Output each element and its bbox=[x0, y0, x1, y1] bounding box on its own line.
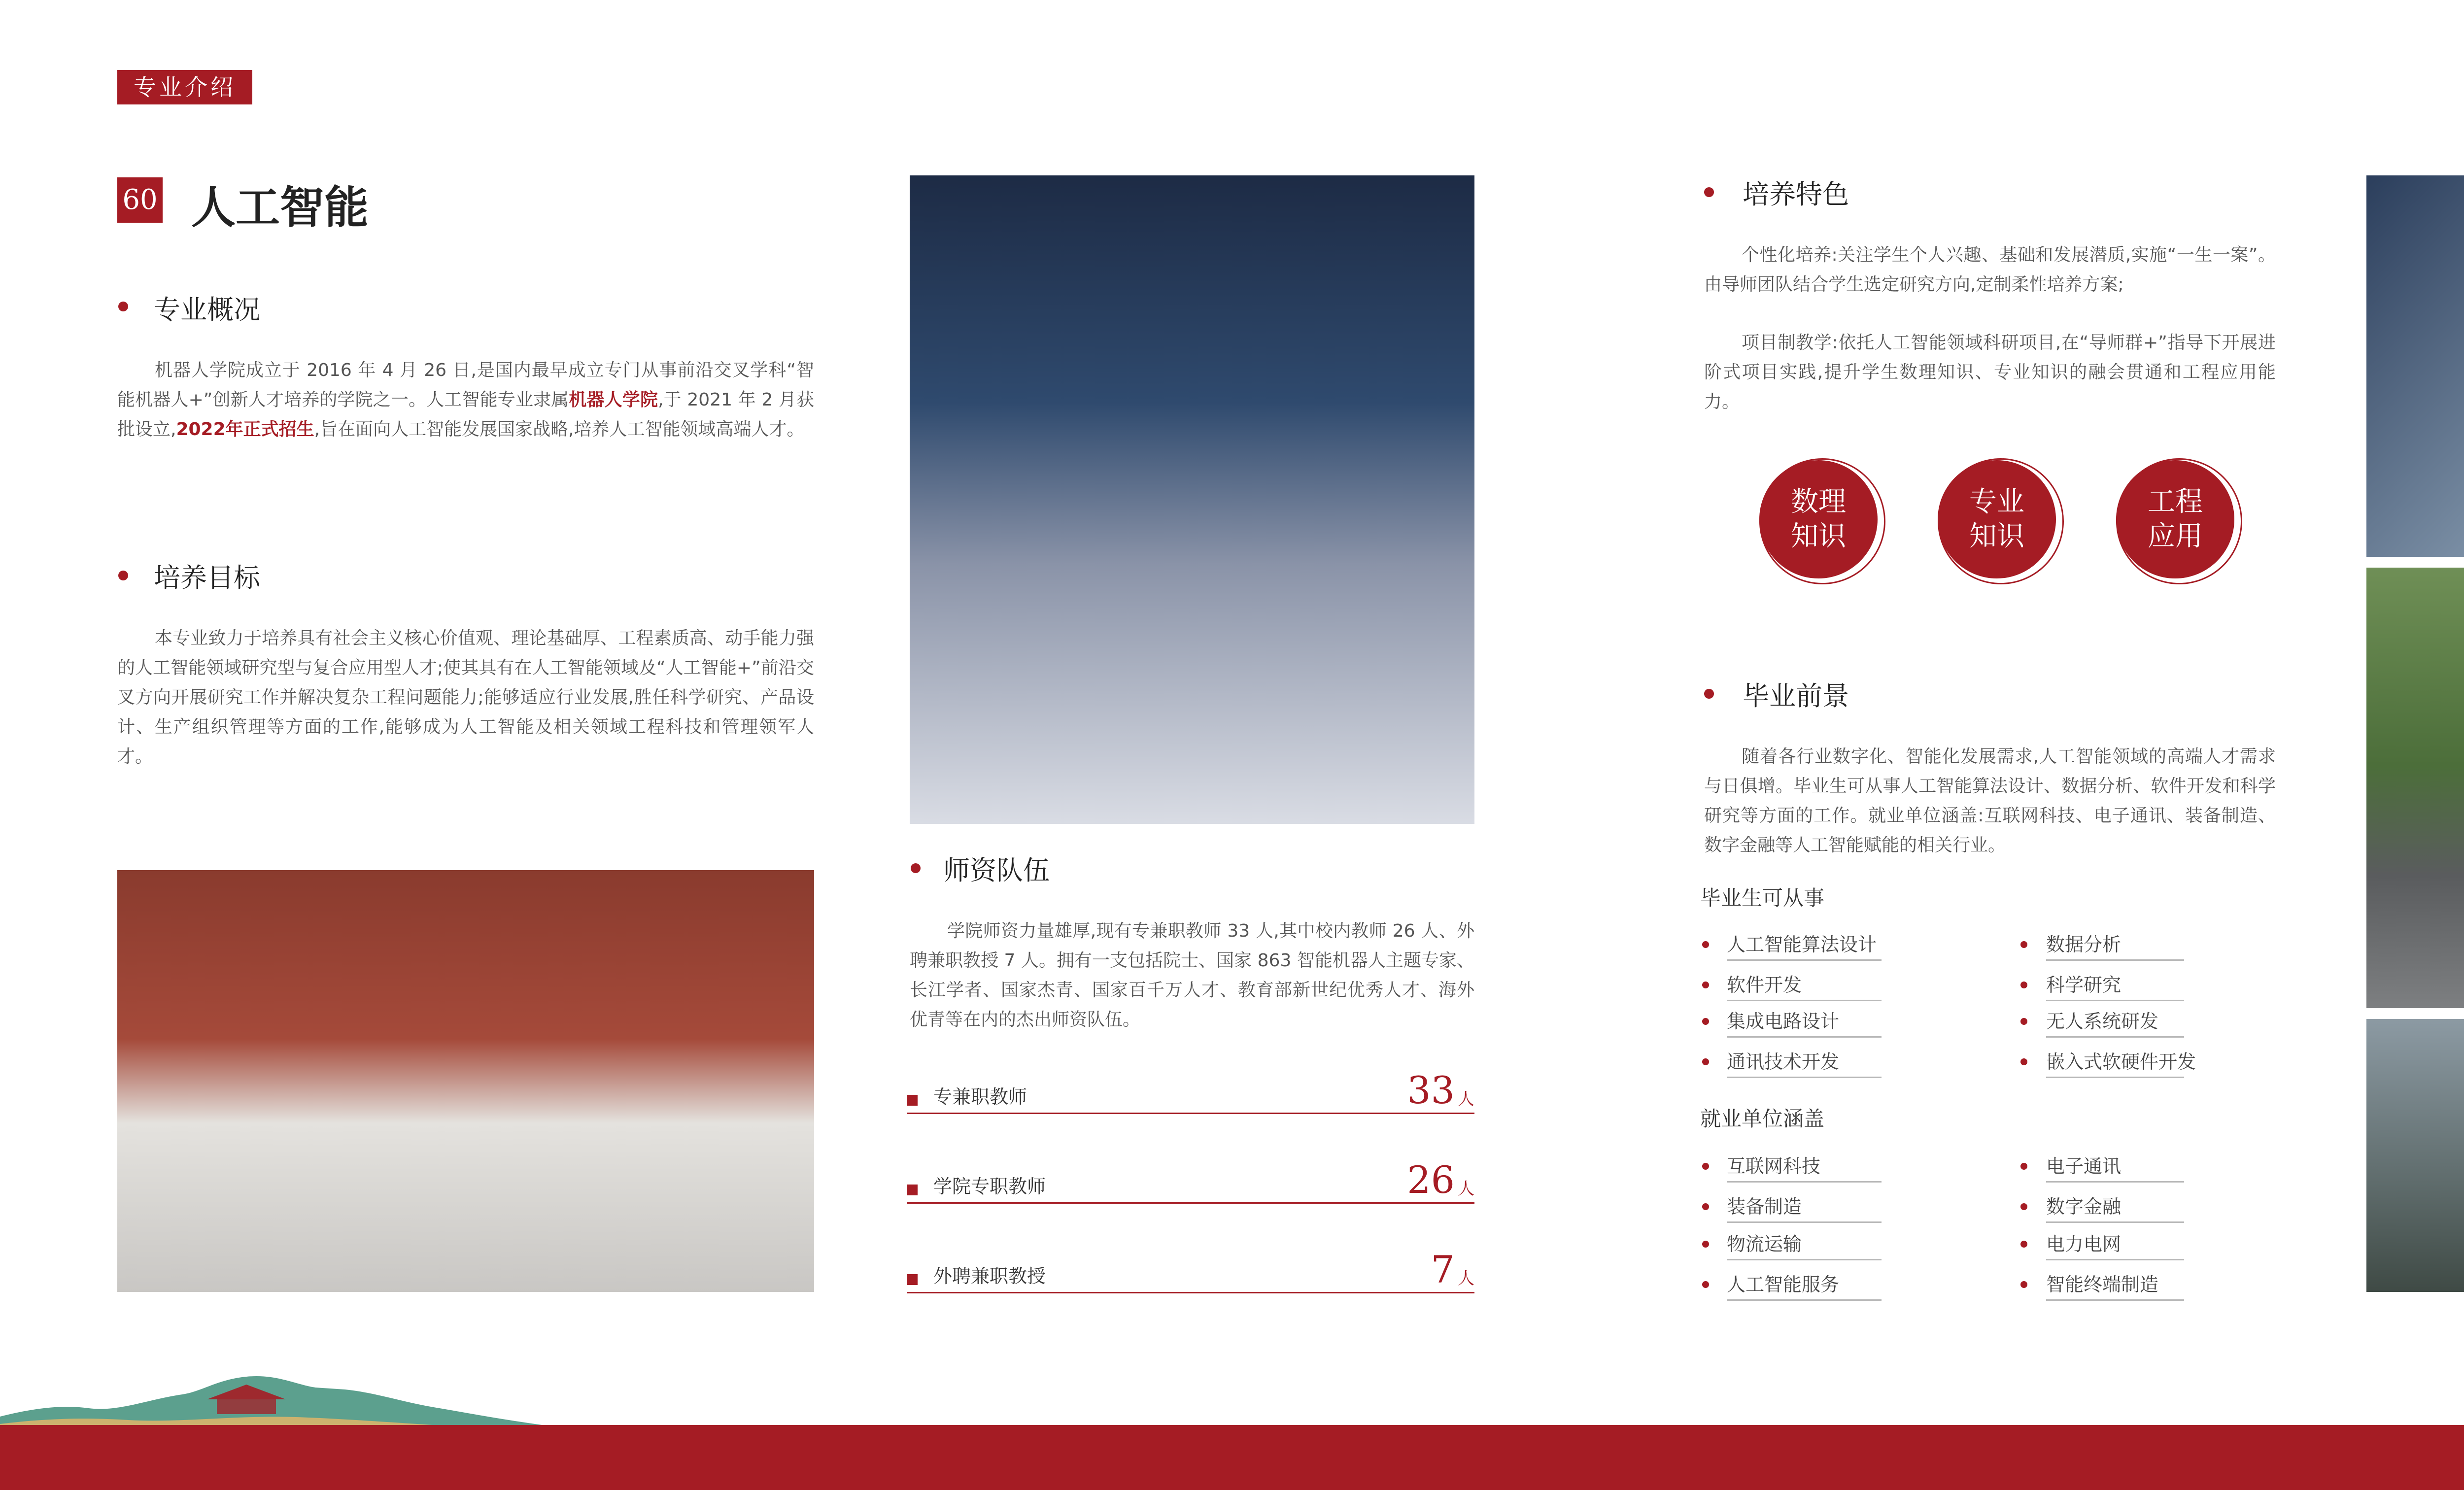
feature-circle-line1: 数理 bbox=[1791, 486, 1846, 518]
stat-row bbox=[907, 1248, 1474, 1293]
lab-photo-image bbox=[2366, 175, 2464, 557]
feature-circle bbox=[1938, 460, 2056, 578]
robot-arm-image bbox=[2366, 1019, 2464, 1292]
unit-item: 物流运输 bbox=[1727, 1229, 1882, 1260]
overview-highlight-enroll: 2022年正式招生 bbox=[176, 419, 314, 440]
footer-band bbox=[0, 1425, 2464, 1490]
overview-text-part1: 机器人学院成立于 2016 年 4 月 26 日,是国内最早成立专门从事前沿交叉学科“智能机器人+”创新人才培养的学院之一。人工智能专业隶属 bbox=[117, 360, 814, 410]
stat-label: 专兼职教师 bbox=[933, 1086, 1027, 1108]
list-bullet-icon bbox=[1702, 941, 1709, 948]
career-text: 随着各行业数字化、智能化发展需求,人工智能领域的高端人才需求与日俱增。毕业生可从事人工智能算法设计、数据分析、软件开发和科学研究等方面的工作。就业单位涵盖:互联网科技、电子通讯、装备制造、数字金融等人工智能赋能的相关行业。 bbox=[1704, 746, 2276, 855]
job-item: 无人系统研发 bbox=[2046, 1006, 2184, 1038]
list-bullet-icon bbox=[1702, 1163, 1709, 1170]
footer-landscape-illustration bbox=[0, 1370, 542, 1434]
list-bullet-icon bbox=[1702, 1058, 1709, 1065]
features-heading: 培养特色 bbox=[1743, 179, 1849, 210]
stat-label: 学院专职教师 bbox=[933, 1176, 1046, 1197]
unit-item: 智能终端制造 bbox=[2046, 1269, 2184, 1301]
list-bullet-icon bbox=[1702, 1241, 1709, 1248]
units-heading: 就业单位涵盖 bbox=[1700, 1107, 1825, 1131]
feature-circle-line1: 工程 bbox=[2148, 486, 2203, 518]
list-bullet-icon bbox=[2020, 1058, 2027, 1065]
stat-square-icon bbox=[907, 1274, 918, 1285]
overview-text-part2: ,于 2021 年 2 月获批设立, bbox=[117, 390, 814, 440]
unit-item: 数字金融 bbox=[2046, 1191, 2184, 1223]
goal-text: 本专业致力于培养具有社会主义核心价值观、理论基础厚、工程素质高、动手能力强的人工智能领域研究型与复合应用型人才;使其具有在人工智能领域及“人工智能+”前沿交叉方向开展研究工作并解决复杂工程问题能力;能够适应行业发展,胜任科学研究、产品设计、生产组织管理等方面的工作,能够成为人工智能及相关领域工程科技和管理领军人才。 bbox=[117, 628, 814, 767]
overview-highlight-college: 机器人学院 bbox=[569, 390, 658, 410]
list-bullet-icon bbox=[2020, 1281, 2027, 1288]
list-bullet-icon bbox=[1702, 1018, 1709, 1025]
heading-bullet-icon bbox=[1704, 689, 1714, 699]
outdoor-robot-image bbox=[2366, 568, 2464, 1008]
page-title: 人工智能 bbox=[191, 182, 369, 234]
stat-square-icon bbox=[907, 1185, 918, 1195]
stat-value: 26 bbox=[1407, 1158, 1455, 1202]
group-photo-image bbox=[117, 870, 814, 1292]
job-item: 嵌入式软硬件开发 bbox=[2046, 1047, 2184, 1078]
heading-bullet-icon bbox=[118, 302, 128, 311]
faculty-heading: 师资队伍 bbox=[943, 855, 1050, 886]
heading-bullet-icon bbox=[911, 863, 921, 873]
stat-label: 外聘兼职教授 bbox=[933, 1265, 1046, 1287]
list-bullet-icon bbox=[1702, 1203, 1709, 1210]
job-item: 人工智能算法设计 bbox=[1727, 929, 1882, 961]
unit-item: 电子通讯 bbox=[2046, 1151, 2184, 1183]
robot-demo-image bbox=[910, 175, 1474, 824]
feature-circle-line2: 知识 bbox=[1791, 520, 1846, 552]
jobs-heading: 毕业生可从事 bbox=[1700, 886, 1825, 910]
goal-heading: 培养目标 bbox=[154, 562, 260, 593]
list-bullet-icon bbox=[2020, 1203, 2027, 1210]
career-heading: 毕业前景 bbox=[1743, 680, 1849, 711]
feature-circle-line1: 专业 bbox=[1969, 486, 2024, 518]
job-item: 集成电路设计 bbox=[1727, 1006, 1882, 1038]
stat-square-icon bbox=[907, 1095, 918, 1106]
list-bullet-icon bbox=[2020, 1241, 2027, 1248]
stat-unit: 人 bbox=[1458, 1089, 1474, 1109]
job-item: 数据分析 bbox=[2046, 929, 2184, 961]
list-bullet-icon bbox=[2020, 1018, 2027, 1025]
section-tag: 专业介绍 bbox=[117, 70, 252, 104]
feature-circle bbox=[1759, 460, 1878, 578]
unit-item: 电力电网 bbox=[2046, 1229, 2184, 1260]
job-item: 软件开发 bbox=[1727, 970, 1882, 1001]
features-text-1: 个性化培养:关注学生个人兴趣、基础和发展潜质,实施“一生一案”。由导师团队结合学生选定研究方向,定制柔性培养方案; bbox=[1704, 245, 2276, 295]
feature-circle-line2: 应用 bbox=[2148, 520, 2203, 552]
feature-circle bbox=[2116, 460, 2234, 578]
stat-value: 7 bbox=[1431, 1248, 1455, 1291]
unit-item: 互联网科技 bbox=[1727, 1151, 1882, 1183]
list-bullet-icon bbox=[1702, 1281, 1709, 1288]
faculty-text: 学院师资力量雄厚,现有专兼职教师 33 人,其中校内教师 26 人、外聘兼职教授 7 人。拥有一支包括院士、国家 863 智能机器人主题专家、长江学者、国家杰青、国家百千万人才、教育部新世纪优秀人才、海外优青等在内的杰出师资队伍。 bbox=[910, 921, 1474, 1030]
stat-row bbox=[907, 1068, 1474, 1114]
features-text-2: 项目制教学:依托人工智能领域科研项目,在“导师群+”指导下开展进阶式项目实践,提升学生数理知识、专业知识的融会贯通和工程应用能力。 bbox=[1704, 333, 2276, 412]
heading-bullet-icon bbox=[118, 571, 128, 580]
stat-row bbox=[907, 1158, 1474, 1204]
feature-circle-line2: 知识 bbox=[1969, 520, 2024, 552]
major-number: 60 bbox=[117, 177, 163, 223]
stat-value: 33 bbox=[1407, 1068, 1455, 1112]
list-bullet-icon bbox=[1702, 982, 1709, 988]
job-item: 通讯技术开发 bbox=[1727, 1047, 1882, 1078]
overview-text bbox=[117, 356, 814, 444]
stat-unit: 人 bbox=[1458, 1179, 1474, 1199]
job-item: 科学研究 bbox=[2046, 970, 2184, 1001]
list-bullet-icon bbox=[2020, 1163, 2027, 1170]
stat-unit: 人 bbox=[1458, 1269, 1474, 1288]
overview-heading: 专业概况 bbox=[154, 294, 260, 325]
unit-item: 装备制造 bbox=[1727, 1191, 1882, 1223]
list-bullet-icon bbox=[2020, 941, 2027, 948]
list-bullet-icon bbox=[2020, 982, 2027, 988]
heading-bullet-icon bbox=[1704, 187, 1714, 197]
unit-item: 人工智能服务 bbox=[1727, 1269, 1882, 1301]
overview-text-part3: ,旨在面向人工智能发展国家战略,培养人工智能领域高端人才。 bbox=[314, 419, 805, 440]
